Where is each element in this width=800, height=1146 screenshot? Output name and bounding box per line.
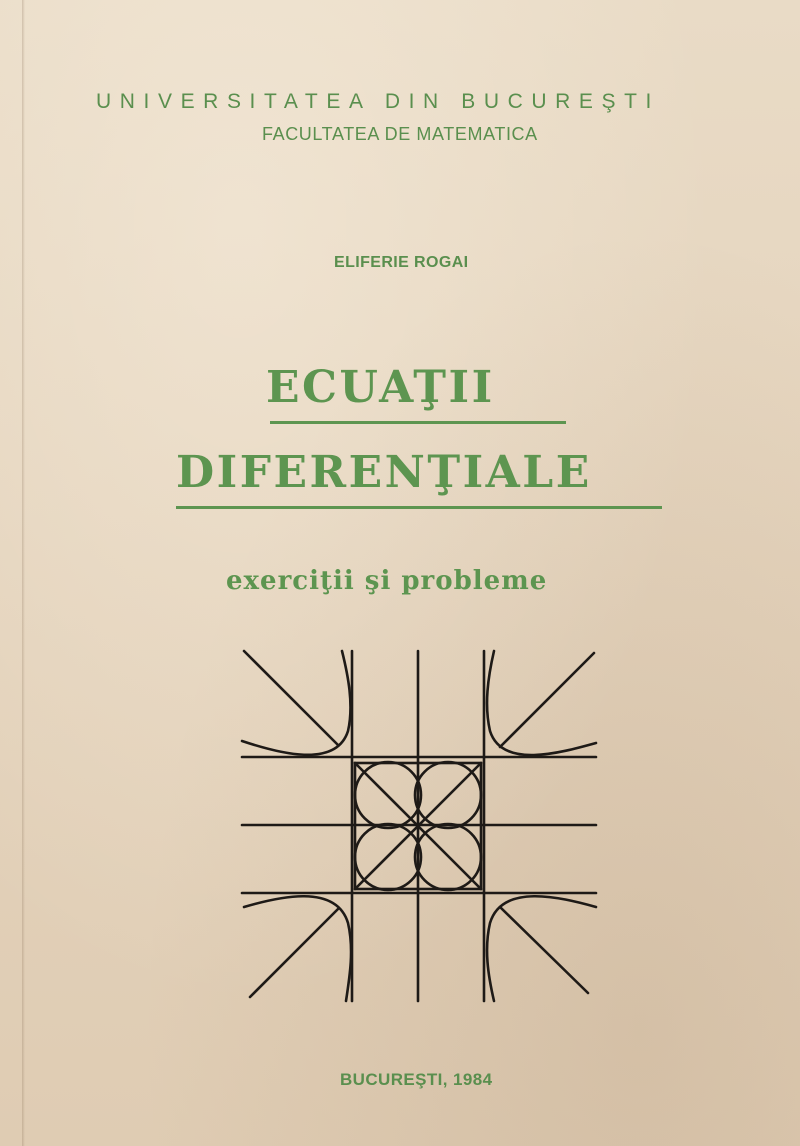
university-name: UNIVERSITATEA DIN BUCUREŞTI [96,90,660,113]
title-underline-1 [270,421,566,424]
spine-edge [22,0,25,1146]
author-name: ELIFERIE ROGAI [334,254,469,271]
place-and-year: BUCUREŞTI, 1984 [340,1070,493,1089]
title-underline-2 [176,506,662,509]
title-line-2: DIFERENŢIALE [176,447,592,498]
faculty-name: FACULTATEA DE MATEMATICA [262,124,538,144]
subtitle: exerciţii şi probleme [226,566,548,596]
title-line-1: ECUAŢII [266,362,495,413]
phase-portrait-figure-icon [238,645,600,1007]
